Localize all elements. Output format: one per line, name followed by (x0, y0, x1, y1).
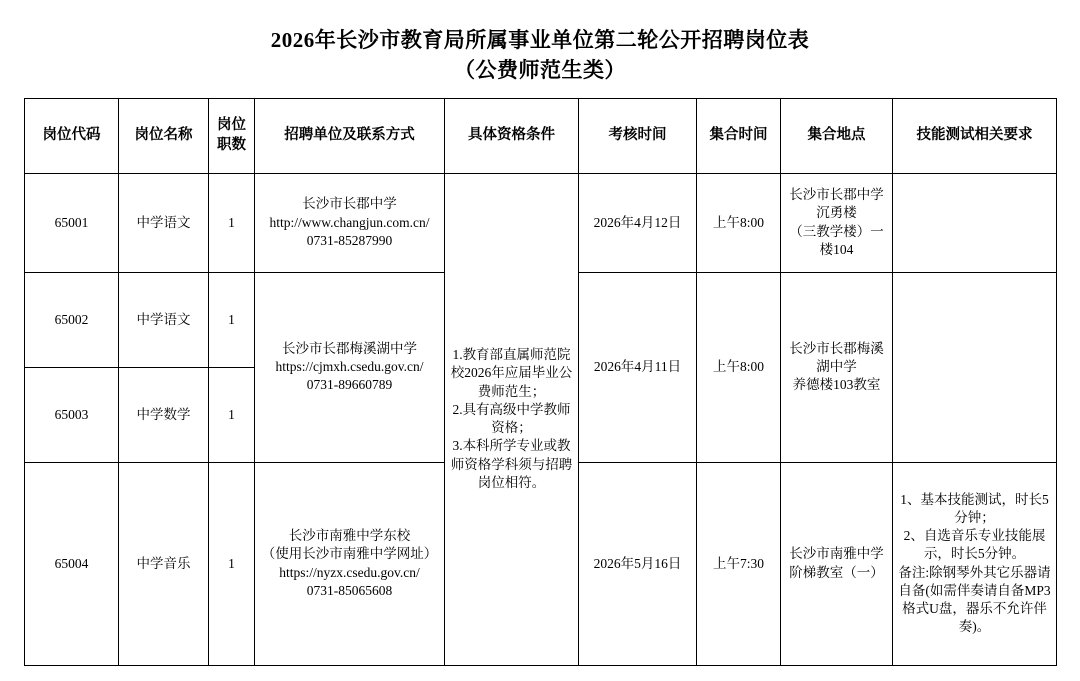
cell-skill-test (893, 272, 1057, 462)
cell-job-code: 65003 (25, 367, 119, 462)
skill-line-2: 2、自选音乐专业技能展示，时长5分钟。 (903, 528, 1046, 562)
title-line-2: （公费师范生类） (454, 57, 626, 82)
cell-gather-place (781, 462, 893, 665)
cell-gather-place (781, 173, 893, 272)
cell-job-code: 65001 (25, 173, 119, 272)
cell-job-name: 中学语文 (119, 173, 209, 272)
unit-phone: 0731-85065608 (306, 582, 393, 598)
cell-gather-place (781, 272, 893, 462)
cell-job-count: 1 (209, 173, 255, 272)
unit-website: http://www.changjun.com.cn/ (269, 214, 430, 230)
title-line-1: 2026年长沙市教育局所属事业单位第二轮公开招聘岗位表 (270, 28, 810, 52)
cell-job-code: 65004 (25, 462, 119, 665)
header-gather-place: 集合地点 (781, 98, 893, 173)
unit-line: 长沙市南雅中学东校 (288, 528, 411, 544)
cell-skill-test (893, 462, 1057, 665)
header-job-name: 岗位名称 (119, 98, 209, 173)
cell-exam-time: 2026年4月12日 (579, 173, 697, 272)
unit-website: https://nyzx.csedu.gov.cn/ (279, 564, 420, 580)
place-line: 楼104 (819, 241, 854, 257)
unit-phone: 0731-85287990 (306, 232, 393, 248)
cell-gather-time: 上午8:00 (697, 173, 781, 272)
unit-website: https://cjmxh.csedu.gov.cn/ (275, 359, 424, 375)
place-line: 阶梯教室（一） (789, 564, 884, 580)
cell-recruiting-unit (255, 272, 445, 462)
place-line: 养德楼103教室 (792, 377, 881, 393)
qualification-line-3: 3.本科所学专业或教师资格学科须与招聘岗位相符。 (450, 438, 573, 490)
cell-job-code: 65002 (25, 272, 119, 367)
qualification-line-1: 1.教育部直属师范院校2026年应届毕业公费师范生； (450, 347, 573, 399)
unit-note: （使用长沙市南雅中学网址） (261, 546, 438, 562)
header-gather-time: 集合时间 (697, 98, 781, 173)
unit-line: 长沙市长郡中学 (302, 196, 397, 212)
cell-job-name: 中学音乐 (119, 462, 209, 665)
place-line: 长沙市南雅中学 (789, 546, 884, 562)
cell-qualifications (445, 173, 579, 665)
table-header-row (25, 98, 1057, 173)
header-exam-time: 考核时间 (579, 98, 697, 173)
cell-exam-time: 2026年5月16日 (579, 462, 697, 665)
header-qualifications: 具体资格条件 (445, 98, 579, 173)
cell-recruiting-unit (255, 462, 445, 665)
header-recruiting-unit: 招聘单位及联系方式 (255, 98, 445, 173)
header-skill-test: 技能测试相关要求 (893, 98, 1057, 173)
cell-job-count: 1 (209, 367, 255, 462)
unit-phone: 0731-89660789 (306, 377, 393, 393)
header-job-code: 岗位代码 (25, 98, 119, 173)
job-listing-table (24, 98, 1057, 666)
cell-gather-time: 上午7:30 (697, 462, 781, 665)
cell-job-name: 中学数学 (119, 367, 209, 462)
place-line: （三教学楼）一 (789, 223, 884, 239)
place-line: 湖中学 (816, 359, 857, 375)
header-job-count: 岗位职数 (209, 98, 255, 173)
cell-exam-time: 2026年4月11日 (579, 272, 697, 462)
table-row (25, 173, 1057, 272)
place-line: 长沙市长郡中学 (789, 187, 884, 203)
place-line: 沉勇楼 (816, 205, 857, 221)
skill-line-3: 备注:除钢琴外其它乐器请自备(如需伴奏请自备MP3格式U盘，器乐不允许伴奏)。 (898, 564, 1051, 635)
cell-job-count: 1 (209, 462, 255, 665)
cell-recruiting-unit (255, 173, 445, 272)
cell-gather-time: 上午8:00 (697, 272, 781, 462)
cell-job-name: 中学语文 (119, 272, 209, 367)
qualification-line-2: 2.具有高级中学教师资格； (452, 401, 571, 436)
place-line: 长沙市长郡梅溪 (789, 340, 884, 356)
unit-line: 长沙市长郡梅溪湖中学 (282, 340, 417, 356)
cell-skill-test (893, 173, 1057, 272)
document-title (24, 0, 1056, 98)
skill-line-1: 1、基本技能测试，时长5分钟； (900, 491, 1049, 525)
cell-job-count: 1 (209, 272, 255, 367)
